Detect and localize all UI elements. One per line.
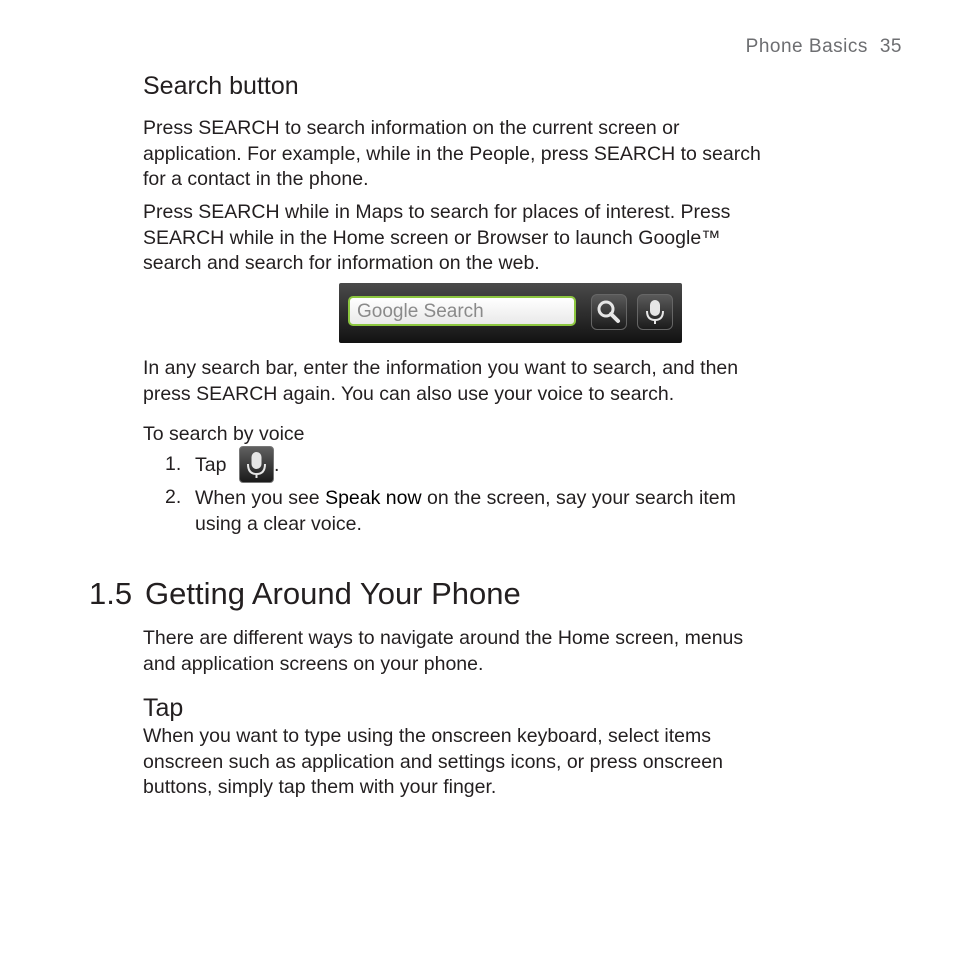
- text-line: onscreen such as application and settings icons, or press onscreen: [143, 750, 723, 773]
- step-2-pre: When you see: [195, 487, 320, 509]
- section-intro: [143, 626, 873, 677]
- step-1-period: .: [274, 454, 280, 476]
- search-paragraph-3: [143, 356, 873, 407]
- search-paragraph-2: [143, 200, 873, 277]
- magnifier-icon[interactable]: [591, 294, 627, 330]
- text-line: for a contact in the phone.: [143, 168, 369, 190]
- section-heading: [89, 576, 521, 612]
- tap-paragraph: [143, 724, 873, 801]
- text-line: There are different ways to navigate around the Home screen, menus: [143, 627, 744, 649]
- google-search-widget: [339, 283, 682, 343]
- section-number: 1.5: [89, 576, 133, 611]
- section-name: Phone Basics: [745, 36, 868, 57]
- text-line: Press SEARCH to search information on the current screen or: [143, 117, 680, 139]
- microphone-icon[interactable]: [637, 294, 673, 330]
- text-line: When you want to type using the onscreen keyboard, select items: [143, 725, 711, 747]
- text-line: press SEARCH again. You can also use your voice to search.: [143, 382, 675, 405]
- text-line: SEARCH while in the Home screen or Browser to launch Google™: [143, 226, 721, 249]
- step-2-line2: using a clear voice.: [195, 512, 362, 535]
- section-title: Getting Around Your Phone: [145, 576, 521, 611]
- page-number: 35: [879, 36, 902, 57]
- step-2-number: 2.: [165, 486, 182, 508]
- text-line: search and search for information on the web.: [143, 252, 540, 274]
- search-paragraph-1: [143, 116, 873, 193]
- page-header: [734, 36, 902, 58]
- step-1-label: Tap: [195, 454, 227, 476]
- speak-now-label: Speak now: [325, 487, 422, 509]
- step-2-text: [195, 486, 736, 537]
- text-line: Press SEARCH while in Maps to search for places of interest. Press: [143, 201, 731, 223]
- step-1-number: 1.: [165, 453, 182, 475]
- voice-search-title: To search by voice: [143, 423, 305, 445]
- step-1-text: [195, 453, 226, 479]
- text-line: buttons, simply tap them with your finger.: [143, 776, 497, 798]
- google-search-field[interactable]: Google Search: [348, 296, 576, 326]
- step-2-post: on the screen, say your search item: [426, 487, 736, 509]
- search-button-heading: Search button: [143, 72, 299, 100]
- text-line: and application screens on your phone.: [143, 652, 484, 675]
- microphone-icon: [239, 446, 274, 483]
- text-line: In any search bar, enter the information you want to search, and then: [143, 357, 739, 379]
- tap-heading: Tap: [143, 694, 184, 722]
- text-line: application. For example, while in the People, press SEARCH to search: [143, 142, 761, 165]
